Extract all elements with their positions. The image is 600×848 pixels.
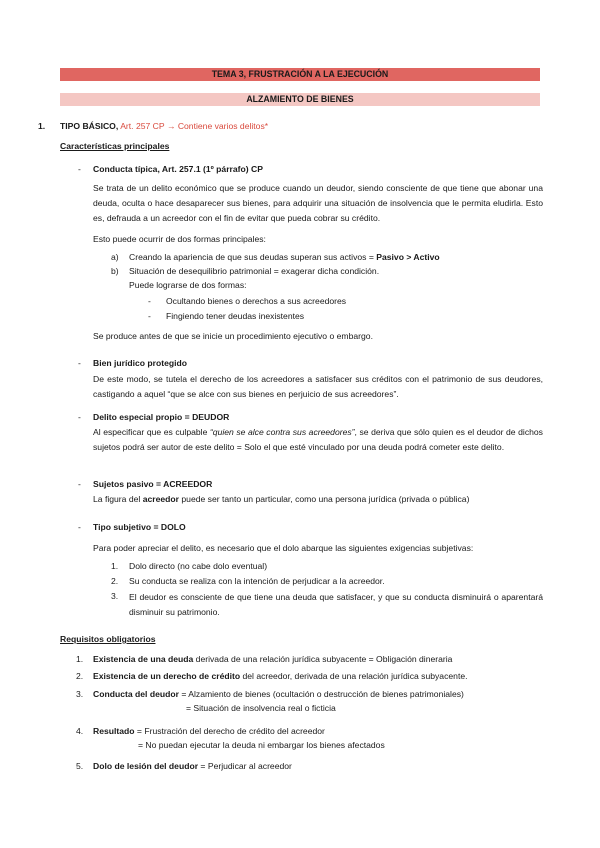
requisito-1-bold: Existencia de una deuda	[93, 654, 194, 664]
subjetivo-intro: Para poder apreciar el delito, es necesario que el dolo abarque las siguientes exigencias subjetivas:	[93, 543, 474, 553]
bullet-dash: -	[78, 522, 81, 532]
delito-title-text: Delito especial propio =	[93, 412, 193, 422]
conducta-paragraph: Se trata de un delito económico que se produce cuando un deudor, siendo consciente de que tiene que abonar una deuda, oculta o hace desaparecer sus bienes, para adquirir una situación de insolvencia que le permita eludirla. Esto es, defrauda a un acreedor con el fin de evitar que pueda cobrar su crédito.	[93, 183, 543, 223]
subjetivo-item-1: Dolo directo (no cabe dolo eventual)	[129, 561, 268, 571]
bullet-dash: -	[148, 311, 151, 321]
subjetivo-title-text: Tipo subjetivo =	[93, 522, 161, 532]
list-item-a	[129, 251, 440, 264]
list-item-a-text: Creando la apariencia de que sus deudas superan sus activos =	[129, 252, 377, 262]
subjetivo-num-1: 1.	[111, 561, 119, 571]
bullet-dash: -	[78, 164, 81, 174]
requisitos-heading: Requisitos obligatorios	[60, 634, 156, 644]
section-heading-article: Art. 257 CP → Contiene varios delitos*	[120, 121, 269, 131]
list-item-b-sub: Puede lograrse de dos formas:	[129, 280, 247, 290]
delito-paragraph	[93, 425, 543, 455]
requisito-4-bold: Resultado	[93, 726, 135, 736]
conducta-title: Conducta típica, Art. 257.1 (1º párrafo) CP	[93, 164, 263, 174]
sujetos-paragraph	[93, 493, 469, 506]
bien-paragraph: De este modo, se tutela el derecho de los acreedores a satisfacer sus créditos con el patrimonio de sus deudores, castigando a aquel “que se alce con sus bienes en perjuicio de sus acreedores”.	[93, 374, 543, 399]
bullet-dash: -	[78, 412, 81, 422]
requisito-2-text: del acreedor, derivada de una relación jurídica subyacente.	[240, 671, 468, 681]
sujetos-title	[93, 478, 212, 491]
sub-item-2: Fingiendo tener deudas inexistentes	[166, 311, 305, 321]
list-label-a: a)	[111, 252, 119, 262]
requisito-4-text: = Frustración del derecho de crédito del acreedor	[134, 726, 325, 736]
delito-text-b: , se deriva que sólo quien es el deudor de dichos sujetos podrá ser autor de este delito = Solo el que esté vinculado por una deuda podrá cometer este delito.	[93, 427, 543, 452]
caracteristicas-heading: Características principales	[60, 141, 170, 151]
requisito-4-continuation: = No puedan ejecutar la deuda ni embargar los bienes afectados	[138, 740, 385, 750]
list-item-b: Situación de desequilibrio patrimonial = exagerar dicha condición.	[129, 266, 380, 276]
requisito-3-continuation: = Situación de insolvencia real o ficticia	[186, 703, 336, 713]
sujetos-title-bold: ACREEDOR	[163, 479, 213, 489]
delito-text-a: Al especificar que es culpable	[93, 427, 210, 437]
requisito-num-1: 1.	[76, 654, 84, 664]
delito-title-bold: DEUDOR	[192, 412, 230, 422]
requisito-1-text: derivada de una relación jurídica subyacente = Obligación dineraria	[193, 654, 453, 664]
subjetivo-title-bold: DOLO	[160, 522, 186, 532]
bien-title: Bien jurídico protegido	[93, 358, 188, 368]
requisito-num-5: 5.	[76, 761, 84, 771]
bullet-dash: -	[78, 358, 81, 368]
list-label-b: b)	[111, 266, 119, 276]
requisito-2-bold: Existencia de un derecho de crédito	[93, 671, 241, 681]
requisito-num-3: 3.	[76, 689, 84, 699]
section-heading	[60, 120, 268, 133]
delito-text-quote: “quien se alce contra sus acreedores”	[209, 427, 355, 437]
bullet-dash: -	[78, 479, 81, 489]
bullet-dash: -	[148, 296, 151, 306]
sujetos-text-b: puede ser tanto un particular, como una persona jurídica (privada o pública)	[179, 494, 470, 504]
requisito-3-text: = Alzamiento de bienes (ocultación o destrucción de bienes patrimoniales)	[178, 689, 464, 699]
requisito-3-bold: Conducta del deudor	[93, 689, 179, 699]
chapter-title-banner: TEMA 3, FRUSTRACIÓN A LA EJECUCIÓN	[60, 68, 540, 81]
requisito-1	[93, 653, 452, 666]
section-title-banner: ALZAMIENTO DE BIENES	[60, 93, 540, 106]
requisito-num-4: 4.	[76, 726, 84, 736]
subjetivo-title	[93, 521, 186, 534]
subjetivo-num-3: 3.	[111, 591, 119, 601]
sujetos-title-text: Sujetos pasivo =	[93, 479, 164, 489]
delito-title	[93, 411, 229, 424]
subjetivo-item-2: Su conducta se realiza con la intención de perjudicar a la acreedor.	[129, 576, 385, 586]
list-item-a-bold: Pasivo > Activo	[376, 252, 440, 262]
requisito-num-2: 2.	[76, 671, 84, 681]
subjetivo-num-2: 2.	[111, 576, 119, 586]
requisito-2	[93, 670, 468, 683]
sujetos-text-a: La figura del	[93, 494, 143, 504]
section-heading-title: TIPO BÁSICO,	[60, 121, 119, 131]
conducta-intro: Esto puede ocurrir de dos formas principales:	[93, 234, 266, 244]
requisito-5	[93, 760, 292, 773]
requisito-3	[93, 688, 464, 701]
conducta-note: Se produce antes de que se inicie un procedimiento ejecutivo o embargo.	[93, 331, 373, 341]
section-number: 1.	[38, 121, 46, 131]
sujetos-text-bold: acreedor	[142, 494, 179, 504]
requisito-4	[93, 725, 325, 738]
subjetivo-item-3: El deudor es consciente de que tiene una deuda que satisfacer, y que su conducta disminuirá o aparentará disminuir su patrimonio.	[129, 592, 543, 617]
sub-item-1: Ocultando bienes o derechos a sus acreedores	[166, 296, 347, 306]
requisito-5-text: = Perjudicar al acreedor	[198, 761, 292, 771]
requisito-5-bold: Dolo de lesión del deudor	[93, 761, 199, 771]
